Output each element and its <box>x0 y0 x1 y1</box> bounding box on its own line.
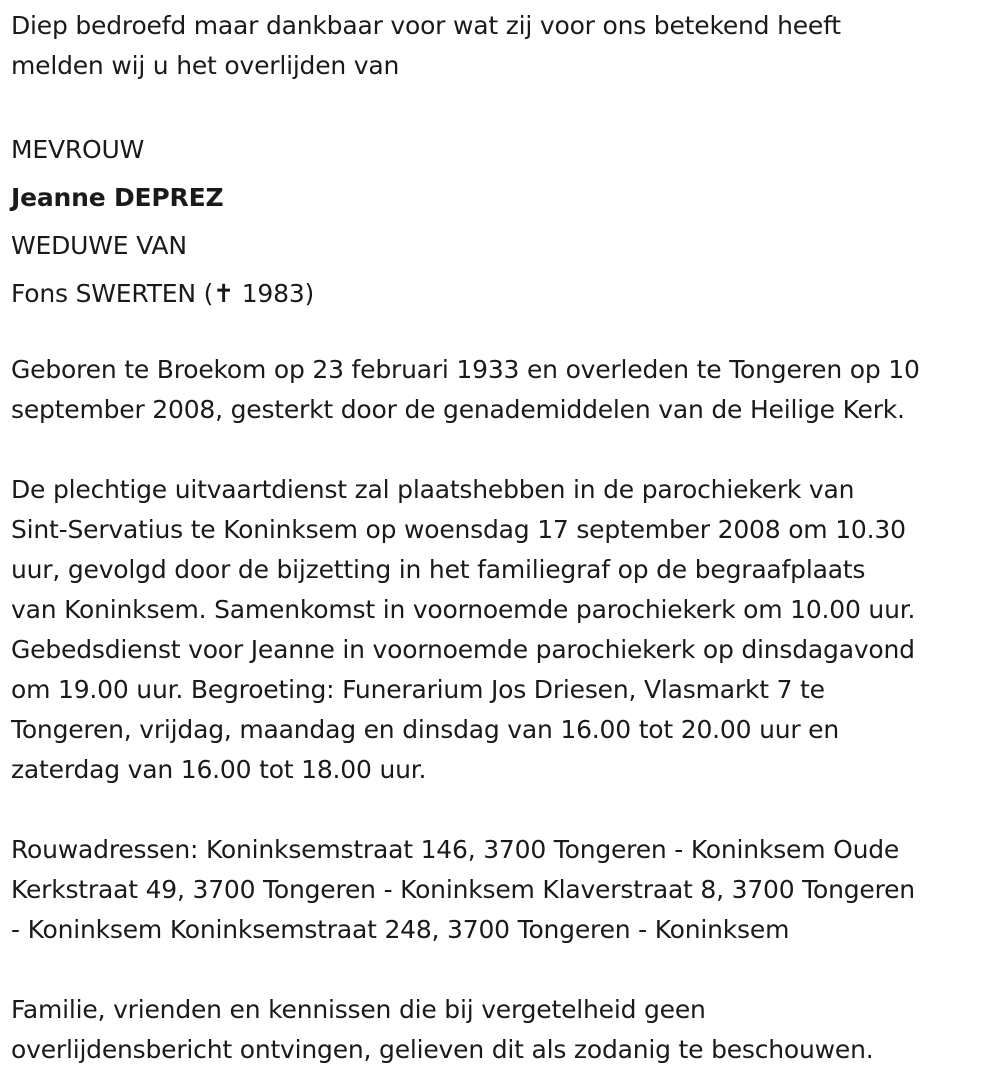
spacer <box>11 86 996 126</box>
deceased-relation: WEDUWE VAN <box>11 231 187 260</box>
birth-death-line-1: Geboren te Broekom op 23 februari 1933 en overleden te Tongeren op 10 <box>11 355 920 384</box>
funeral-line: De plechtige uitvaartdienst zal plaatshebben in de parochiekerk van <box>11 475 855 504</box>
spacer <box>11 430 996 470</box>
funeral-line: Sint-Servatius te Koninksem op woensdag 17 september 2008 om 10.30 <box>11 515 906 544</box>
closing-paragraph <box>11 990 996 1070</box>
intro-line-1: Diep bedroefd maar dankbaar voor wat zij voor ons betekend heeft <box>11 11 841 40</box>
closing-line-2: overlijdensbericht ontvingen, gelieven dit als zodanig te beschouwen. <box>11 1035 874 1064</box>
funeral-line: om 19.00 uur. Begroeting: Funerarium Jos Driesen, Vlasmarkt 7 te <box>11 675 825 704</box>
deceased-name: Jeanne DEPREZ <box>11 183 224 212</box>
spacer <box>11 950 996 990</box>
address-line: Rouwadressen: Koninksemstraat 146, 3700 Tongeren - Koninksem Oude <box>11 835 900 864</box>
address-line: Kerkstraat 49, 3700 Tongeren - Koninksem Klaverstraat 8, 3700 Tongeren <box>11 875 915 904</box>
birth-death-line-2: september 2008, gesterkt door de genademiddelen van de Heilige Kerk. <box>11 395 905 424</box>
funeral-line: van Koninksem. Samenkomst in voornoemde parochiekerk om 10.00 uur. <box>11 595 916 624</box>
deceased-title: MEVROUW <box>11 135 145 164</box>
address-line: - Koninksem Koninksemstraat 248, 3700 Tongeren - Koninksem <box>11 915 790 944</box>
closing-line-1: Familie, vrienden en kennissen die bij vergetelheid geen <box>11 995 706 1024</box>
funeral-line: Tongeren, vrijdag, maandag en dinsdag van 16.00 tot 20.00 uur en <box>11 715 840 744</box>
deceased-block <box>11 126 996 318</box>
spacer <box>11 318 996 350</box>
spacer <box>11 790 996 830</box>
birth-death-paragraph <box>11 350 996 430</box>
obituary-document <box>11 6 996 1070</box>
funeral-paragraph <box>11 470 996 790</box>
intro-paragraph <box>11 6 996 86</box>
spouse-name: Fons SWERTEN (✝ 1983) <box>11 279 315 308</box>
funeral-line: Gebedsdienst voor Jeanne in voornoemde parochiekerk op dinsdagavond <box>11 635 915 664</box>
intro-line-2: melden wij u het overlijden van <box>11 51 400 80</box>
addresses-paragraph <box>11 830 996 950</box>
funeral-line: zaterdag van 16.00 tot 18.00 uur. <box>11 755 427 784</box>
funeral-line: uur, gevolgd door de bijzetting in het familiegraf op de begraafplaats <box>11 555 866 584</box>
